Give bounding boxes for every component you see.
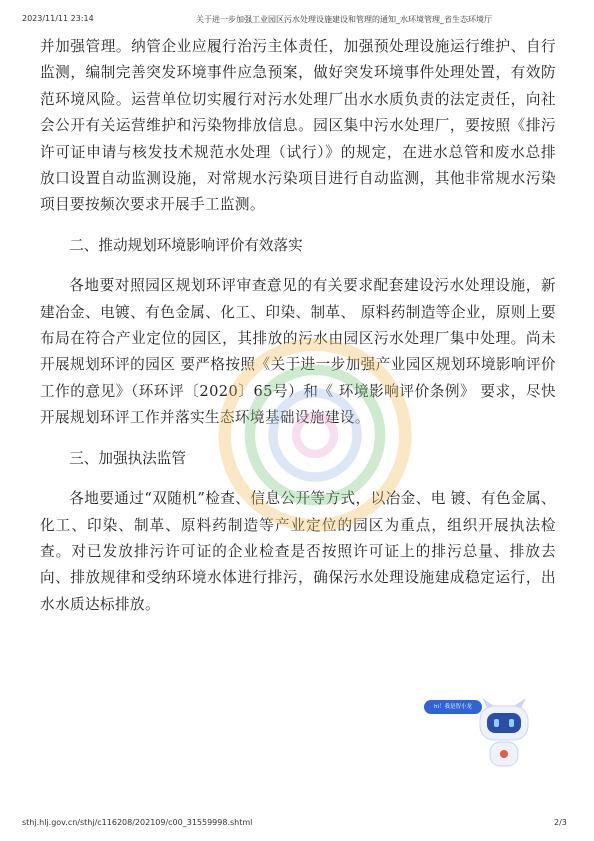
article-body (40, 34, 556, 618)
print-datetime: 2023/11/11 23:14 (22, 14, 94, 23)
print-url: sthj.hlj.gov.cn/sthj/c116208/202109/c00_31559998.shtml (22, 818, 253, 827)
page-number: 2/3 (554, 818, 567, 827)
robot-assistant-icon[interactable] (474, 696, 534, 772)
assistant-widget[interactable] (424, 696, 534, 776)
section-heading-2: 二、推动规划环境影响评价有效落实 (69, 236, 303, 254)
paragraph-enforcement: 各地要通过“双随机”检查、信息公开等方式，以冶金、电 镀、有色金属、化工、印染、制革、原料药制造等产业定位的园区为重点，组织开展执法检查。对已发放排污许可证的企业检查是否按照许可证上的排污总量、排放去向、排放规律和受纳环境水体进行排污，确保污水处理设施建成稳定运行，出水水质达标排放。 (40, 490, 556, 613)
assistant-greeting-bubble[interactable]: hi！我是智小龙 (424, 700, 482, 714)
paragraph-planning-eia: 各地要对照园区规划环评审查意见的有关要求配套建设污水处理设施，新建冶金、电镀、有色金属、化工、印染、制革、 原料药制造等企业，原则上要布局在符合产业定位的园区，其排放的污水由园区污水处理厂集中处理。尚未开展规划环评的园区 要严格按照《关于进一步加强产业园区规划环境影响评价工作的意见》（环环评〔2020〕65号）和《 环境影响评价条例》 要求，尽快开展规划环评工作并落实生态环境基础设施建设。 (40, 277, 556, 427)
section-heading-3: 三、加强执法监管 (69, 449, 186, 467)
paragraph-management: 并加强管理。纳管企业应履行治污主体责任，加强预处理设施运行维护、自行监测，编制完善突发环境事件应急预案，做好突发环境事件处理处置，有效防范环境风险。运营单位切实履行对污水处理厂出水水质负责的法定责任，向社会公开有关运营维护和污染物排放信息。园区集中污水处理厂，要按照《排污许可证申请与核发技术规范水处理（试行）》的规定，在进水总管和废水总排放口设置自动监测设施，对常规水污染项目进行自动监测，其他非常规水污染项目要按频次要求开展手工监测。 (40, 38, 556, 214)
print-page-title: 关于进一步加强工业园区污水处理设施建设和管理的通知_水环境管理_省生态环境厅 (196, 15, 492, 24)
